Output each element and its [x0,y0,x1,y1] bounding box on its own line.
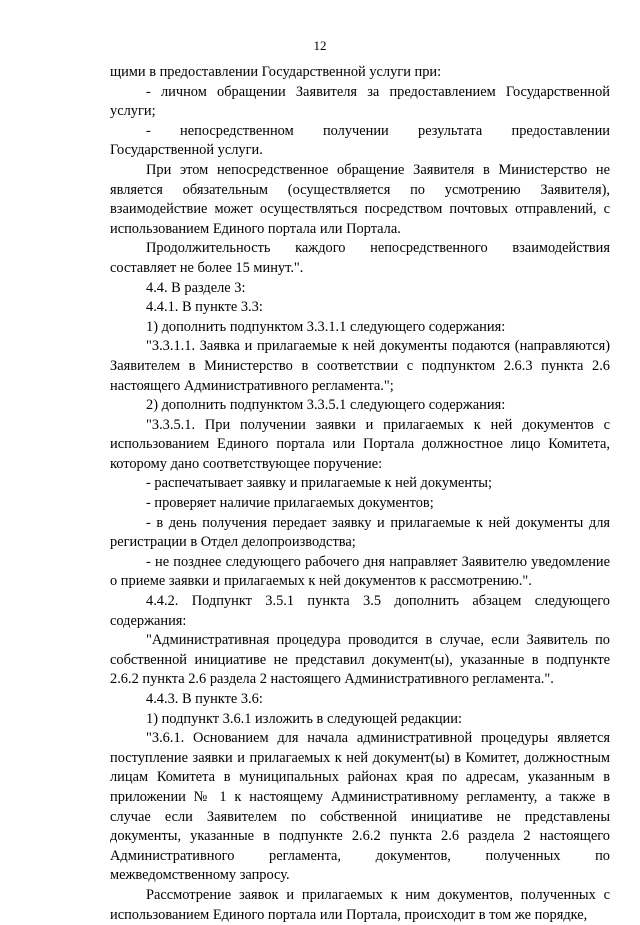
document-body [110,63,610,925]
paragraph: 1) подпункт 3.6.1 изложить в следующей редакции: [146,710,462,727]
paragraph: "Административная процедура проводится в случае, если Заявитель по собственной инициативе не представил документ(ы), указанные в подпункте 2.6.2 пункта 2.6 раздела 2 настоящего Административного регламента.". [110,632,610,688]
paragraph: 4.4.3. В пункте 3.6: [146,691,263,707]
paragraph: - не позднее следующего рабочего дня направляет Заявителю уведомление о приеме заявки и прилагаемых к ней документов к рассмотрению.". [110,553,610,590]
paragraph: - распечатывает заявку и прилагаемые к ней документы; [146,475,492,492]
paragraph: "3.3.5.1. При получении заявки и прилагаемых к ней документов с использованием Единого портала или Портала должностное лицо Комитета, которому дано соответствующее поручение: [110,416,610,472]
paragraph: - личном обращении Заявителя за предоставлением Государственной услуги; [110,83,610,120]
paragraph: Рассмотрение заявок и прилагаемых к ним документов, полученных с использованием Единого портала или Портала, происходит в том же порядке, [110,886,610,923]
paragraph: - в день получения передает заявку и прилагаемые к ней документы для регистрации в Отдел делопроизводства; [110,514,610,551]
paragraph: 4.4.1. В пункте 3.3: [146,299,263,316]
page-number: 12 [313,38,327,53]
paragraph: "3.3.1.1. Заявка и прилагаемые к ней документы подаются (направляются) Заявителем в Министерство в соответствии с подпунктом 2.6.3 пункта 2.6 настоящего Административного регламента."; [110,338,610,394]
paragraph: При этом непосредственное обращение Заявителя в Министерство не является обязательным (осуществляется по усмотрению Заявителя), взаимодействие может осуществляться посредством почтовых отправлений, с использованием Единого портала или Портала. [110,161,610,237]
paragraph: Продолжительность каждого непосредственного взаимодействия составляет не более 15 минут.". [110,240,610,276]
paragraph: 4.4. В разделе 3: [146,279,246,296]
paragraph: "3.6.1. Основанием для начала административной процедуры является поступление заявки и прилагаемых к ней документ(ы) в Комитет, должностным лицам Комитета в муниципальных районах края по адресам, указанным в приложении № 1 к настоящему Административному регламенту, а также в случае если Заявителем по собственной инициативе не представлены документы, указанные в подпункте 2.6.2 пункта 2.6 раздела 2 настоящего Административного регламента, документов, полученных по межведомственному запросу. [110,730,610,884]
paragraph: 1) дополнить подпунктом 3.3.1.1 следующего содержания: [146,318,506,335]
paragraph: - проверяет наличие прилагаемых документов; [146,495,434,512]
paragraph: щими в предоставлении Государственной услуги при: [110,64,442,80]
paragraph: 2) дополнить подпунктом 3.3.5.1 следующего содержания: [146,397,506,414]
paragraph: 4.4.2. Подпункт 3.5.1 пункта 3.5 дополнить абзацем следующего содержания: [110,593,610,629]
paragraph: - непосредственном получении результата предоставлении Государственной услуги. [110,122,610,159]
